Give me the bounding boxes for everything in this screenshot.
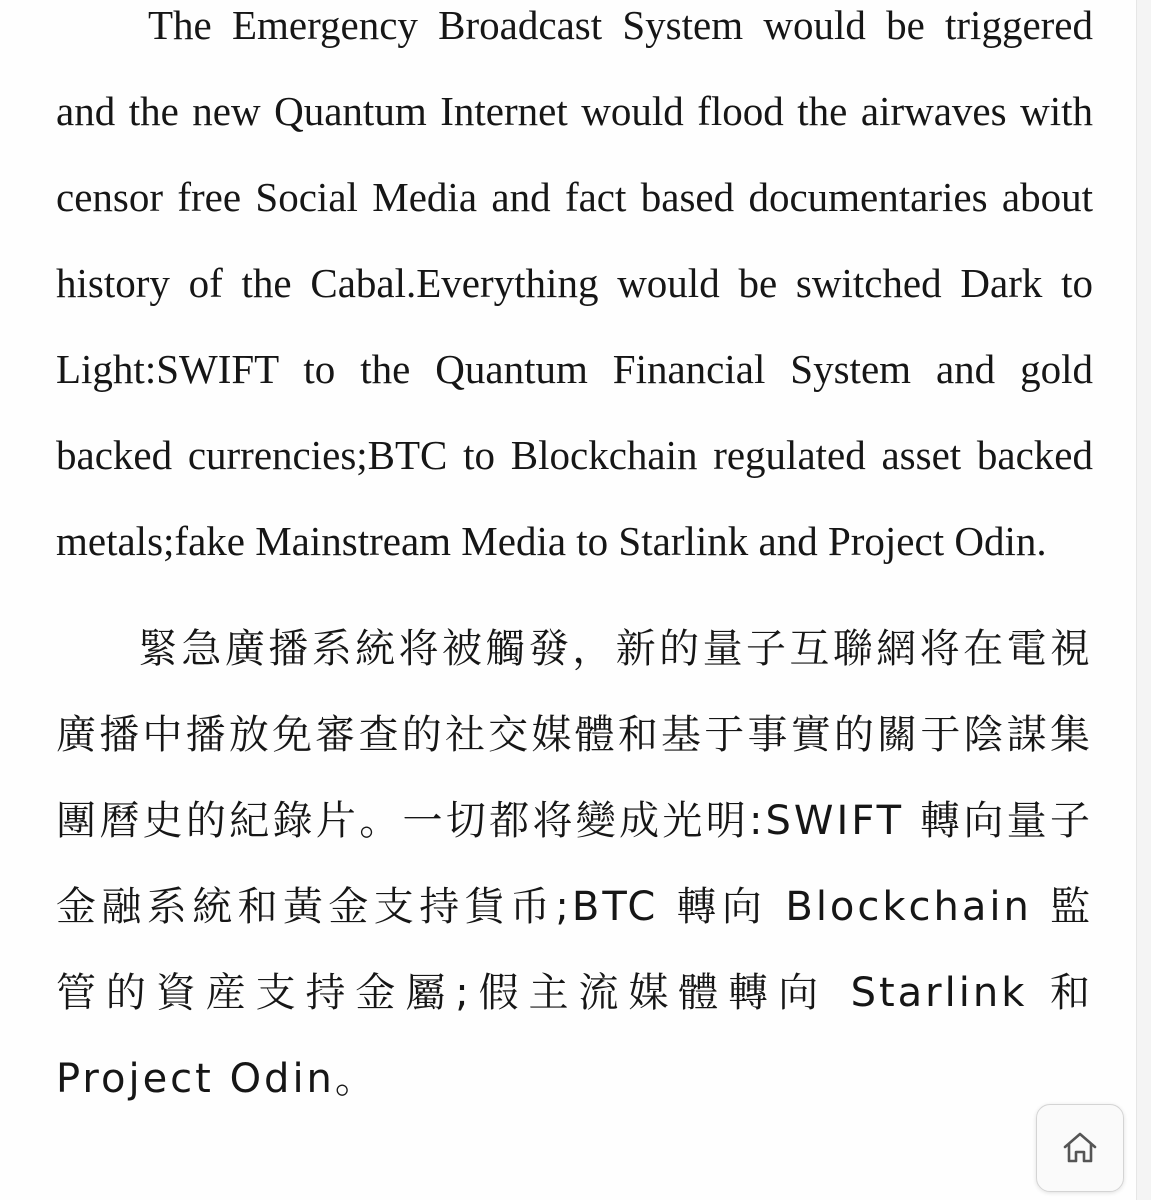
paragraph-english: The Emergency Broadcast System would be triggered and the new Quantum Internet would flood the airwaves with censor free Social Media and fact based documentaries about history of the Cabal.Everything would be switched Dark to Light:SWIFT to the Quantum Financial System and gold backed currencies;BTC to Blockchain regulated asset backed metals;fake Mainstream Media to Starlink and Project Odin. <box>56 2 1093 564</box>
document-body <box>56 0 1093 1122</box>
paragraph-chinese: 緊急廣播系統将被觸發，新的量子互聯網将在電視廣播中播放免審查的社交媒體和基于事實的關于陰謀集團曆史的紀錄片。一切都将變成光明:SWIFT 轉向量子金融系統和黃金支持貨币;BTC 轉向 Blockchain 監管的資産支持金屬;假主流媒體轉向 Starlink 和 Project Odin。 <box>56 626 1093 1102</box>
scrollbar[interactable] <box>1136 0 1151 1200</box>
home-button[interactable] <box>1036 1104 1124 1192</box>
home-icon <box>1060 1128 1100 1168</box>
